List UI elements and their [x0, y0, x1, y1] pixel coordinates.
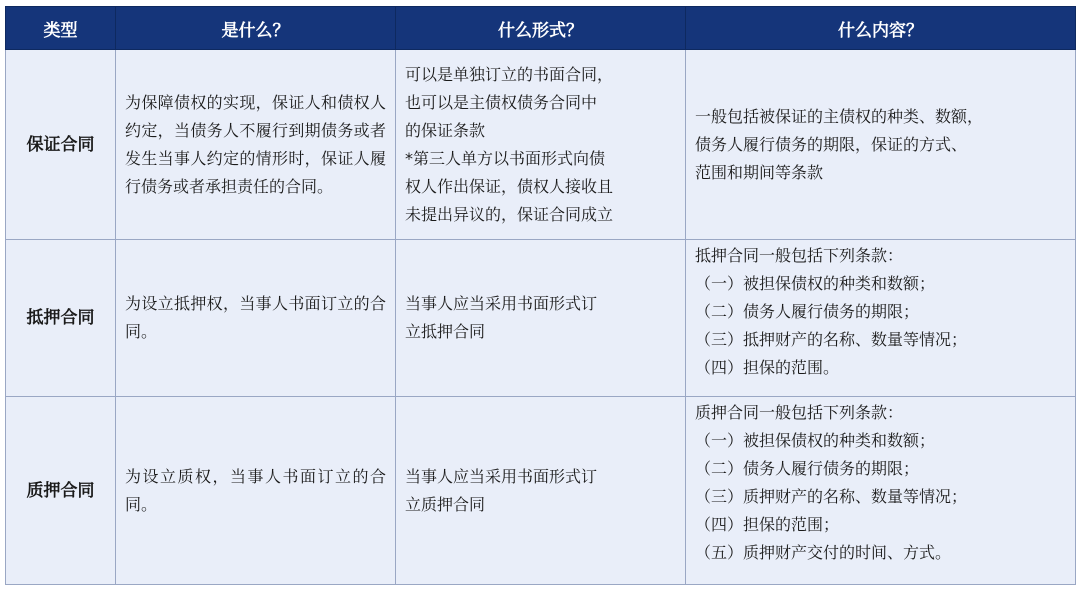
content-cell [686, 240, 1076, 397]
form-cell [396, 397, 686, 585]
header-type: 类型 [6, 7, 116, 50]
form-line: 立抵押合同 [405, 322, 486, 341]
content-line: （三）抵押财产的名称、数量等情况； [695, 330, 968, 349]
form-line: 当事人应当采用书面形式订 [405, 466, 598, 486]
form-line: *第三人单方以书面形式向债 [405, 148, 606, 168]
content-line: 抵押合同一般包括下列条款： [695, 246, 904, 265]
content-line: 质押合同一般包括下列条款： [695, 403, 904, 422]
form-line: 权人作出保证，债权人接收且 [405, 176, 614, 196]
table-row [6, 240, 1076, 397]
content-line: （四）担保的范围； [695, 515, 840, 534]
content-cell [686, 50, 1076, 240]
form-line: 当事人应当采用书面形式订 [405, 294, 598, 313]
guarantee-contract-table [5, 6, 1076, 585]
content-line: （一）被担保债权的种类和数额； [695, 274, 936, 293]
form-line: 也可以是主债权债务合同中 [405, 92, 598, 112]
table-row [6, 397, 1076, 585]
type-cell: 质押合同 [6, 397, 116, 585]
table-row [6, 50, 1076, 240]
form-line: 可以是单独订立的书面合同， [405, 64, 614, 84]
form-line: 立质押合同 [405, 494, 486, 514]
content-line: （二）债务人履行债务的期限； [695, 302, 920, 321]
what-cell: 为设立抵押权，当事人书面订立的合同。 [116, 240, 396, 397]
content-cell [686, 397, 1076, 585]
content-line: 债务人履行债务的期限，保证的方式、 [695, 134, 968, 154]
form-line: 未提出异议的，保证合同成立 [405, 204, 614, 224]
type-cell: 保证合同 [6, 50, 116, 240]
form-line: 的保证条款 [405, 120, 486, 140]
header-what: 是什么？ [116, 7, 396, 50]
form-cell [396, 50, 686, 240]
content-line: （五）质押财产交付的时间、方式。 [695, 543, 952, 562]
what-cell: 为设立质权，当事人书面订立的合同。 [116, 397, 396, 585]
type-cell: 抵押合同 [6, 240, 116, 397]
content-line: （三）质押财产的名称、数量等情况； [695, 487, 968, 506]
header-form: 什么形式？ [396, 7, 686, 50]
header-row [6, 7, 1076, 50]
content-line: 一般包括被保证的主债权的种类、数额， [695, 106, 984, 126]
form-cell [396, 240, 686, 397]
content-line: （四）担保的范围。 [695, 358, 840, 377]
content-line: 范围和期间等条款 [695, 162, 824, 182]
what-cell: 为保障债权的实现，保证人和债权人约定，当债务人不履行到期债务或者发生当事人约定的情形时，保证人履行债务或者承担责任的合同。 [116, 50, 396, 240]
content-line: （一）被担保债权的种类和数额； [695, 431, 936, 450]
header-content: 什么内容？ [686, 7, 1076, 50]
content-line: （二）债务人履行债务的期限； [695, 459, 920, 478]
